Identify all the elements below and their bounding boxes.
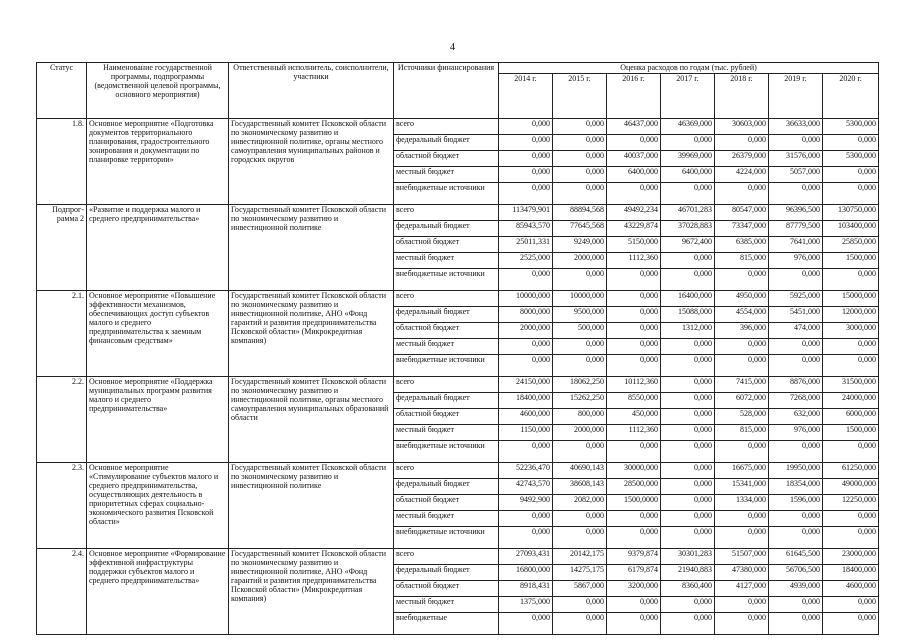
amount-cell: 0,000 bbox=[823, 167, 879, 183]
amount-cell: 6385,000 bbox=[715, 237, 769, 253]
funding-source-cell: областной бюджет bbox=[394, 151, 499, 167]
amount-cell: 0,000 bbox=[499, 613, 553, 635]
amount-cell: 16800,000 bbox=[499, 565, 553, 581]
amount-cell: 15088,000 bbox=[661, 307, 715, 323]
amount-cell: 42743,570 bbox=[499, 479, 553, 495]
amount-cell: 10000,000 bbox=[553, 291, 607, 307]
amount-cell: 0,000 bbox=[553, 339, 607, 355]
status-cell: 2.1. bbox=[37, 291, 87, 377]
amount-cell: 0,000 bbox=[715, 527, 769, 549]
amount-cell: 103400,000 bbox=[823, 221, 879, 237]
header-year: 2018 г. bbox=[715, 74, 769, 119]
amount-cell: 0,000 bbox=[715, 183, 769, 205]
amount-cell: 0,000 bbox=[823, 269, 879, 291]
amount-cell: 1312,000 bbox=[661, 323, 715, 339]
amount-cell: 0,000 bbox=[499, 339, 553, 355]
funding-source-cell: всего bbox=[394, 291, 499, 307]
amount-cell: 77645,568 bbox=[553, 221, 607, 237]
header-year: 2020 г. bbox=[823, 74, 879, 119]
amount-cell: 6400,000 bbox=[661, 167, 715, 183]
amount-cell: 3200,000 bbox=[607, 581, 661, 597]
amount-cell: 1112,360 bbox=[607, 253, 661, 269]
amount-cell: 30603,000 bbox=[715, 119, 769, 135]
table-row bbox=[37, 291, 879, 307]
amount-cell: 0,000 bbox=[607, 291, 661, 307]
amount-cell: 815,000 bbox=[715, 425, 769, 441]
amount-cell: 6400,000 bbox=[607, 167, 661, 183]
amount-cell: 39969,000 bbox=[661, 151, 715, 167]
amount-cell: 0,000 bbox=[499, 511, 553, 527]
funding-source-cell: местный бюджет bbox=[394, 253, 499, 269]
amount-cell: 0,000 bbox=[553, 119, 607, 135]
funding-source-cell: внебюджетные источники bbox=[394, 183, 499, 205]
funding-source-cell: областной бюджет bbox=[394, 495, 499, 511]
amount-cell: 4554,000 bbox=[715, 307, 769, 323]
amount-cell: 46701,283 bbox=[661, 205, 715, 221]
amount-cell: 16675,000 bbox=[715, 463, 769, 479]
amount-cell: 0,000 bbox=[499, 151, 553, 167]
amount-cell: 38608,143 bbox=[553, 479, 607, 495]
table-row bbox=[37, 119, 879, 135]
amount-cell: 1500,000 bbox=[823, 253, 879, 269]
amount-cell: 0,000 bbox=[607, 339, 661, 355]
page-number: 4 bbox=[449, 42, 456, 53]
amount-cell: 0,000 bbox=[823, 511, 879, 527]
amount-cell: 0,000 bbox=[661, 377, 715, 393]
amount-cell: 73347,000 bbox=[715, 221, 769, 237]
amount-cell: 0,000 bbox=[607, 307, 661, 323]
amount-cell: 0,000 bbox=[499, 355, 553, 377]
amount-cell: 0,000 bbox=[499, 441, 553, 463]
amount-cell: 0,000 bbox=[769, 613, 823, 635]
amount-cell: 27093,431 bbox=[499, 549, 553, 565]
amount-cell: 976,000 bbox=[769, 253, 823, 269]
amount-cell: 0,000 bbox=[607, 597, 661, 613]
funding-source-cell: внебюджетные источники bbox=[394, 441, 499, 463]
amount-cell: 12000,000 bbox=[823, 307, 879, 323]
header-source: Источники финансирования bbox=[394, 63, 499, 119]
amount-cell: 0,000 bbox=[715, 613, 769, 635]
funding-source-cell: областной бюджет bbox=[394, 237, 499, 253]
header-year: 2016 г. bbox=[607, 74, 661, 119]
amount-cell: 0,000 bbox=[553, 597, 607, 613]
amount-cell: 5300,000 bbox=[823, 119, 879, 135]
amount-cell: 0,000 bbox=[661, 135, 715, 151]
amount-cell: 0,000 bbox=[553, 183, 607, 205]
amount-cell: 14275,175 bbox=[553, 565, 607, 581]
measure-name-cell: Основное мероприятие «Повышение эффективности механизмов, обеспечивающих доступ субъектов малого и среднего предпринимательства к заемным финансовым средствам» bbox=[87, 291, 229, 377]
amount-cell: 0,000 bbox=[607, 441, 661, 463]
amount-cell: 49492,234 bbox=[607, 205, 661, 221]
table-row bbox=[37, 205, 879, 221]
amount-cell: 0,000 bbox=[661, 613, 715, 635]
amount-cell: 88894,568 bbox=[553, 205, 607, 221]
amount-cell: 0,000 bbox=[769, 355, 823, 377]
amount-cell: 12250,000 bbox=[823, 495, 879, 511]
executor-cell: Государственный комитет Псковской области по экономическому развитию и инвестиционной политике, органы местного самоуправления муниципальных образований области bbox=[229, 377, 394, 463]
amount-cell: 0,000 bbox=[661, 339, 715, 355]
amount-cell: 56706,500 bbox=[769, 565, 823, 581]
amount-cell: 0,000 bbox=[823, 527, 879, 549]
amount-cell: 2525,000 bbox=[499, 253, 553, 269]
funding-source-cell: местный бюджет bbox=[394, 511, 499, 527]
amount-cell: 5451,000 bbox=[769, 307, 823, 323]
executor-cell: Государственный комитет Псковской области по экономическому развитию и инвестиционной политике, АНО «Фонд гарантий и развития предпринимательства Псковской области» (Микрокредитная компания) bbox=[229, 291, 394, 377]
amount-cell: 46437,000 bbox=[607, 119, 661, 135]
amount-cell: 23000,000 bbox=[823, 549, 879, 565]
amount-cell: 0,000 bbox=[823, 355, 879, 377]
amount-cell: 0,000 bbox=[661, 409, 715, 425]
amount-cell: 0,000 bbox=[823, 135, 879, 151]
amount-cell: 0,000 bbox=[715, 441, 769, 463]
amount-cell: 0,000 bbox=[553, 151, 607, 167]
amount-cell: 0,000 bbox=[499, 527, 553, 549]
amount-cell: 30301,283 bbox=[661, 549, 715, 565]
table-row bbox=[37, 463, 879, 479]
amount-cell: 0,000 bbox=[661, 527, 715, 549]
amount-cell: 2082,000 bbox=[553, 495, 607, 511]
amount-cell: 16400,000 bbox=[661, 291, 715, 307]
amount-cell: 43229,874 bbox=[607, 221, 661, 237]
amount-cell: 0,000 bbox=[661, 441, 715, 463]
amount-cell: 0,000 bbox=[499, 183, 553, 205]
amount-cell: 1112,360 bbox=[607, 425, 661, 441]
amount-cell: 0,000 bbox=[661, 183, 715, 205]
amount-cell: 1375,000 bbox=[499, 597, 553, 613]
funding-source-cell: всего bbox=[394, 549, 499, 565]
amount-cell: 4600,000 bbox=[499, 409, 553, 425]
header-year: 2015 г. bbox=[553, 74, 607, 119]
amount-cell: 96396,500 bbox=[769, 205, 823, 221]
amount-cell: 4950,000 bbox=[715, 291, 769, 307]
amount-cell: 6000,000 bbox=[823, 409, 879, 425]
amount-cell: 5150,000 bbox=[607, 237, 661, 253]
amount-cell: 80547,000 bbox=[715, 205, 769, 221]
amount-cell: 0,000 bbox=[607, 355, 661, 377]
amount-cell: 7641,000 bbox=[769, 237, 823, 253]
amount-cell: 30000,000 bbox=[607, 463, 661, 479]
amount-cell: 85943,570 bbox=[499, 221, 553, 237]
funding-source-cell: всего bbox=[394, 205, 499, 221]
amount-cell: 450,000 bbox=[607, 409, 661, 425]
funding-source-cell: внебюджетные источники bbox=[394, 355, 499, 377]
amount-cell: 8360,400 bbox=[661, 581, 715, 597]
funding-source-cell: всего bbox=[394, 377, 499, 393]
amount-cell: 0,000 bbox=[607, 511, 661, 527]
amount-cell: 0,000 bbox=[553, 167, 607, 183]
funding-source-cell: всего bbox=[394, 463, 499, 479]
amount-cell: 7268,000 bbox=[769, 393, 823, 409]
amount-cell: 8876,000 bbox=[769, 377, 823, 393]
funding-source-cell: федеральный бюджет bbox=[394, 221, 499, 237]
amount-cell: 0,000 bbox=[553, 441, 607, 463]
amount-cell: 0,000 bbox=[661, 253, 715, 269]
funding-source-cell: местный бюджет bbox=[394, 167, 499, 183]
amount-cell: 130750,000 bbox=[823, 205, 879, 221]
header-executor: Ответственный исполнитель, соисполнители, участники bbox=[229, 63, 394, 119]
measure-name-cell: Основное мероприятие «Стимулирование субъектов малого и среднего предпринимательства, осуществляющих деятельность в приоритетных сферах социально-экономического развития Псковской области» bbox=[87, 463, 229, 549]
amount-cell: 0,000 bbox=[769, 527, 823, 549]
header-status: Статус bbox=[37, 63, 87, 119]
funding-source-cell: федеральный бюджет bbox=[394, 307, 499, 323]
amount-cell: 61250,000 bbox=[823, 463, 879, 479]
amount-cell: 0,000 bbox=[661, 393, 715, 409]
amount-cell: 0,000 bbox=[499, 119, 553, 135]
measure-name-cell: «Развитие и поддержка малого и среднего предпринимательства» bbox=[87, 205, 229, 291]
status-cell: 1.8. bbox=[37, 119, 87, 205]
amount-cell: 0,000 bbox=[607, 323, 661, 339]
amount-cell: 800,000 bbox=[553, 409, 607, 425]
amount-cell: 7415,000 bbox=[715, 377, 769, 393]
header-estimate: Оценка расходов по годам (тыс. рублей) bbox=[499, 63, 879, 74]
amount-cell: 1596,000 bbox=[769, 495, 823, 511]
amount-cell: 1500,000 bbox=[823, 425, 879, 441]
amount-cell: 6179,874 bbox=[607, 565, 661, 581]
amount-cell: 0,000 bbox=[769, 441, 823, 463]
table-header bbox=[37, 63, 879, 119]
amount-cell: 9249,000 bbox=[553, 237, 607, 253]
executor-cell: Государственный комитет Псковской области по экономическому развитию и инвестиционной политике bbox=[229, 205, 394, 291]
amount-cell: 0,000 bbox=[715, 511, 769, 527]
amount-cell: 20142,175 bbox=[553, 549, 607, 565]
funding-source-cell: федеральный бюджет bbox=[394, 135, 499, 151]
amount-cell: 0,000 bbox=[769, 339, 823, 355]
amount-cell: 0,000 bbox=[661, 511, 715, 527]
header-year: 2019 г. bbox=[769, 74, 823, 119]
amount-cell: 4127,000 bbox=[715, 581, 769, 597]
amount-cell: 0,000 bbox=[823, 441, 879, 463]
amount-cell: 0,000 bbox=[553, 135, 607, 151]
amount-cell: 18400,000 bbox=[499, 393, 553, 409]
amount-cell: 0,000 bbox=[661, 269, 715, 291]
expenditure-table bbox=[36, 62, 879, 635]
amount-cell: 19950,000 bbox=[769, 463, 823, 479]
amount-cell: 0,000 bbox=[499, 135, 553, 151]
amount-cell: 31500,000 bbox=[823, 377, 879, 393]
status-cell: 2.3. bbox=[37, 463, 87, 549]
amount-cell: 1334,000 bbox=[715, 495, 769, 511]
amount-cell: 815,000 bbox=[715, 253, 769, 269]
amount-cell: 0,000 bbox=[769, 135, 823, 151]
amount-cell: 0,000 bbox=[769, 511, 823, 527]
amount-cell: 0,000 bbox=[769, 183, 823, 205]
amount-cell: 5925,000 bbox=[769, 291, 823, 307]
amount-cell: 5867,000 bbox=[553, 581, 607, 597]
amount-cell: 0,000 bbox=[715, 339, 769, 355]
status-cell: 2.2. bbox=[37, 377, 87, 463]
status-cell: Подпрог-рамма 2 bbox=[37, 205, 87, 291]
amount-cell: 0,000 bbox=[661, 479, 715, 495]
amount-cell: 396,000 bbox=[715, 323, 769, 339]
amount-cell: 5057,000 bbox=[769, 167, 823, 183]
amount-cell: 18354,000 bbox=[769, 479, 823, 495]
amount-cell: 37028,883 bbox=[661, 221, 715, 237]
amount-cell: 0,000 bbox=[769, 269, 823, 291]
executor-cell: Государственный комитет Псковской области по экономическому развитию и инвестиционной политике, АНО «Фонд гарантий и развития предпринимательства Псковской области» (Микрокредитная компания) bbox=[229, 549, 394, 635]
amount-cell: 0,000 bbox=[607, 135, 661, 151]
amount-cell: 0,000 bbox=[661, 425, 715, 441]
amount-cell: 528,000 bbox=[715, 409, 769, 425]
funding-source-cell: внебюджетные источники bbox=[394, 527, 499, 549]
amount-cell: 0,000 bbox=[553, 355, 607, 377]
amount-cell: 2000,000 bbox=[553, 425, 607, 441]
amount-cell: 0,000 bbox=[715, 355, 769, 377]
amount-cell: 0,000 bbox=[499, 269, 553, 291]
funding-source-cell: местный бюджет bbox=[394, 425, 499, 441]
amount-cell: 46369,000 bbox=[661, 119, 715, 135]
amount-cell: 0,000 bbox=[553, 511, 607, 527]
amount-cell: 4939,000 bbox=[769, 581, 823, 597]
amount-cell: 0,000 bbox=[823, 597, 879, 613]
amount-cell: 5300,000 bbox=[823, 151, 879, 167]
amount-cell: 0,000 bbox=[661, 355, 715, 377]
amount-cell: 500,000 bbox=[553, 323, 607, 339]
funding-source-cell: внебюджетные источники bbox=[394, 269, 499, 291]
funding-source-cell: федеральный бюджет bbox=[394, 393, 499, 409]
amount-cell: 0,000 bbox=[661, 495, 715, 511]
funding-source-cell: областной бюджет bbox=[394, 409, 499, 425]
status-cell: 2.4. bbox=[37, 549, 87, 635]
amount-cell: 10112,360 bbox=[607, 377, 661, 393]
amount-cell: 28500,000 bbox=[607, 479, 661, 495]
amount-cell: 0,000 bbox=[553, 527, 607, 549]
amount-cell: 0,000 bbox=[553, 613, 607, 635]
funding-source-cell: местный бюджет bbox=[394, 597, 499, 613]
amount-cell: 9492,900 bbox=[499, 495, 553, 511]
amount-cell: 0,000 bbox=[823, 339, 879, 355]
executor-cell: Государственный комитет Псковской области по экономическому развитию и инвестиционной политике, органы местного самоуправления муниципальных районов и городских округов bbox=[229, 119, 394, 205]
amount-cell: 51507,000 bbox=[715, 549, 769, 565]
amount-cell: 15000,000 bbox=[823, 291, 879, 307]
header-name: Наименование государственной программы, подпрограммы (ведомственной целевой программы, основного мероприятия) bbox=[87, 63, 229, 119]
measure-name-cell: Основное мероприятие «Поддержка муниципальных программ развития малого и среднего предпринимательства» bbox=[87, 377, 229, 463]
executor-cell: Государственный комитет Псковской области по экономическому развитию и инвестиционной политике bbox=[229, 463, 394, 549]
amount-cell: 4224,000 bbox=[715, 167, 769, 183]
measure-name-cell: Основное мероприятие «Формирование эффективной инфраструктуры поддержки субъектов малого и среднего предпринимательства» bbox=[87, 549, 229, 635]
funding-source-cell: местный бюджет bbox=[394, 339, 499, 355]
amount-cell: 25011,331 bbox=[499, 237, 553, 253]
measure-name-cell: Основное мероприятие «Подготовка документов территориального планирования, градостроительного зонирования и документации по планировке территории» bbox=[87, 119, 229, 205]
amount-cell: 52236,470 bbox=[499, 463, 553, 479]
amount-cell: 61645,500 bbox=[769, 549, 823, 565]
amount-cell: 2000,000 bbox=[553, 253, 607, 269]
amount-cell: 0,000 bbox=[769, 597, 823, 613]
amount-cell: 8000,000 bbox=[499, 307, 553, 323]
amount-cell: 474,000 bbox=[769, 323, 823, 339]
amount-cell: 15262,250 bbox=[553, 393, 607, 409]
amount-cell: 2000,000 bbox=[499, 323, 553, 339]
amount-cell: 40690,143 bbox=[553, 463, 607, 479]
funding-source-cell: внебюджетные bbox=[394, 613, 499, 635]
amount-cell: 976,000 bbox=[769, 425, 823, 441]
table-row bbox=[37, 377, 879, 393]
funding-source-cell: областной бюджет bbox=[394, 581, 499, 597]
amount-cell: 4600,000 bbox=[823, 581, 879, 597]
amount-cell: 9500,000 bbox=[553, 307, 607, 323]
amount-cell: 1500,0000 bbox=[607, 495, 661, 511]
amount-cell: 25850,000 bbox=[823, 237, 879, 253]
amount-cell: 1150,000 bbox=[499, 425, 553, 441]
amount-cell: 9379,874 bbox=[607, 549, 661, 565]
amount-cell: 632,000 bbox=[769, 409, 823, 425]
amount-cell: 0,000 bbox=[607, 613, 661, 635]
amount-cell: 15341,000 bbox=[715, 479, 769, 495]
amount-cell: 113479,901 bbox=[499, 205, 553, 221]
amount-cell: 49000,000 bbox=[823, 479, 879, 495]
amount-cell: 87779,500 bbox=[769, 221, 823, 237]
amount-cell: 8918,431 bbox=[499, 581, 553, 597]
amount-cell: 0,000 bbox=[823, 613, 879, 635]
amount-cell: 24150,000 bbox=[499, 377, 553, 393]
funding-source-cell: федеральный бюджет bbox=[394, 565, 499, 581]
funding-source-cell: всего bbox=[394, 119, 499, 135]
amount-cell: 26379,000 bbox=[715, 151, 769, 167]
amount-cell: 0,000 bbox=[607, 269, 661, 291]
amount-cell: 10000,000 bbox=[499, 291, 553, 307]
amount-cell: 18400,000 bbox=[823, 565, 879, 581]
amount-cell: 24000,000 bbox=[823, 393, 879, 409]
amount-cell: 40037,000 bbox=[607, 151, 661, 167]
header-year: 2014 г. bbox=[499, 74, 553, 119]
amount-cell: 3000,000 bbox=[823, 323, 879, 339]
amount-cell: 0,000 bbox=[715, 135, 769, 151]
amount-cell: 0,000 bbox=[607, 183, 661, 205]
header-year: 2017 г. bbox=[661, 74, 715, 119]
amount-cell: 8550,000 bbox=[607, 393, 661, 409]
amount-cell: 0,000 bbox=[661, 463, 715, 479]
amount-cell: 47380,000 bbox=[715, 565, 769, 581]
amount-cell: 18062,250 bbox=[553, 377, 607, 393]
funding-source-cell: федеральный бюджет bbox=[394, 479, 499, 495]
amount-cell: 9672,400 bbox=[661, 237, 715, 253]
amount-cell: 31576,000 bbox=[769, 151, 823, 167]
amount-cell: 0,000 bbox=[607, 527, 661, 549]
amount-cell: 36633,000 bbox=[769, 119, 823, 135]
amount-cell: 0,000 bbox=[553, 269, 607, 291]
amount-cell: 0,000 bbox=[499, 167, 553, 183]
amount-cell: 0,000 bbox=[661, 597, 715, 613]
amount-cell: 21940,883 bbox=[661, 565, 715, 581]
amount-cell: 6072,000 bbox=[715, 393, 769, 409]
amount-cell: 0,000 bbox=[715, 597, 769, 613]
amount-cell: 0,000 bbox=[823, 183, 879, 205]
table-body bbox=[37, 119, 879, 635]
funding-source-cell: областной бюджет bbox=[394, 323, 499, 339]
amount-cell: 0,000 bbox=[715, 269, 769, 291]
table-row bbox=[37, 549, 879, 565]
